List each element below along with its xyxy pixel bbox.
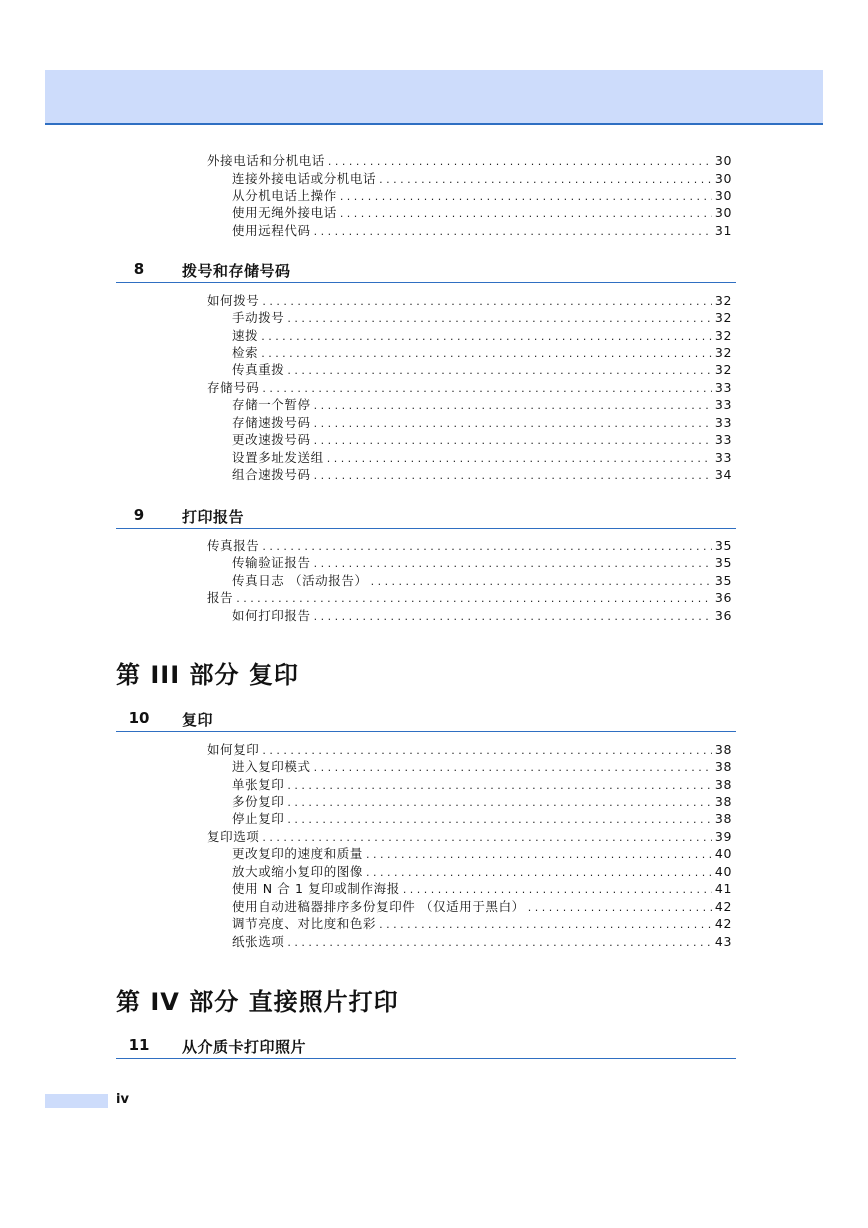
chapter-title: 复印 bbox=[182, 711, 214, 729]
toc-entry-page: 31 bbox=[714, 223, 732, 238]
toc-entry[interactable] bbox=[232, 327, 732, 344]
chapter-heading[interactable] bbox=[116, 504, 736, 529]
toc-entry-page: 40 bbox=[714, 864, 732, 879]
toc-entry[interactable] bbox=[207, 379, 732, 396]
toc-entry-page: 35 bbox=[714, 538, 732, 553]
chapter-heading[interactable] bbox=[116, 707, 736, 732]
chapter-title: 拨号和存储号码 bbox=[182, 262, 291, 280]
toc-entry-title: 如何打印报告 bbox=[232, 608, 311, 623]
toc-entry-title: 纸张选项 bbox=[232, 934, 285, 949]
part-heading[interactable]: 第 III 部分 复印 bbox=[116, 661, 299, 689]
toc-entry-title: 外接电话和分机电话 bbox=[207, 153, 325, 168]
dot-leader bbox=[287, 794, 711, 811]
dot-leader bbox=[287, 362, 711, 379]
toc-entry-page: 32 bbox=[714, 328, 732, 343]
toc-entry-title: 传真日志 （活动报告） bbox=[232, 573, 368, 588]
toc-entry-page: 38 bbox=[714, 742, 732, 757]
dot-leader bbox=[314, 397, 712, 414]
toc-entry[interactable] bbox=[232, 204, 732, 221]
toc-entry[interactable] bbox=[232, 414, 732, 431]
dot-leader bbox=[262, 380, 711, 397]
dot-leader bbox=[261, 345, 712, 362]
header-band bbox=[45, 70, 823, 125]
toc-entry-page: 36 bbox=[714, 608, 732, 623]
footer-bar bbox=[45, 1094, 108, 1108]
toc-entry-page: 39 bbox=[714, 829, 732, 844]
toc-entry-title: 使用无绳外接电话 bbox=[232, 205, 337, 220]
dot-leader bbox=[262, 742, 711, 759]
dot-leader bbox=[379, 171, 712, 188]
toc-entry-title: 传真重拨 bbox=[232, 362, 285, 377]
toc-entry[interactable] bbox=[232, 396, 732, 413]
toc-entry-page: 33 bbox=[714, 432, 732, 447]
dot-leader bbox=[314, 223, 712, 240]
chapter-title: 打印报告 bbox=[182, 508, 245, 526]
toc-entry-title: 如何复印 bbox=[207, 742, 260, 757]
toc-entry-title: 使用 N 合 1 复印或制作海报 bbox=[232, 881, 400, 896]
toc-entry[interactable] bbox=[232, 793, 732, 810]
toc-entry-title: 复印选项 bbox=[207, 829, 260, 844]
toc-entry-page: 30 bbox=[714, 188, 732, 203]
toc-entry-page: 34 bbox=[714, 467, 732, 482]
dot-leader bbox=[262, 829, 711, 846]
toc-entry-title: 单张复印 bbox=[232, 777, 285, 792]
toc-entry-page: 38 bbox=[714, 759, 732, 774]
dot-leader bbox=[287, 934, 711, 951]
toc-entry[interactable] bbox=[232, 915, 732, 932]
dot-leader bbox=[314, 608, 712, 625]
chapter-number: 10 bbox=[128, 709, 150, 727]
toc-entry[interactable] bbox=[232, 572, 732, 589]
toc-entry-title: 进入复印模式 bbox=[232, 759, 311, 774]
dot-leader bbox=[314, 415, 712, 432]
toc-entry[interactable] bbox=[232, 810, 732, 827]
dot-leader bbox=[236, 590, 712, 607]
toc-entry-page: 33 bbox=[714, 397, 732, 412]
dot-leader bbox=[262, 538, 711, 555]
dot-leader bbox=[314, 555, 712, 572]
dot-leader bbox=[261, 328, 712, 345]
dot-leader bbox=[287, 811, 711, 828]
toc-entry-page: 32 bbox=[714, 310, 732, 325]
toc-entry[interactable] bbox=[232, 170, 732, 187]
toc-entry-title: 存储速拨号码 bbox=[232, 415, 311, 430]
toc-entry-page: 42 bbox=[714, 916, 732, 931]
dot-leader bbox=[314, 759, 712, 776]
toc-entry-title: 调节亮度、对比度和色彩 bbox=[232, 916, 377, 931]
toc-entry-page: 30 bbox=[714, 153, 732, 168]
toc-entry-title: 报告 bbox=[207, 590, 234, 605]
toc-entry[interactable] bbox=[232, 880, 732, 897]
toc-entry-page: 32 bbox=[714, 293, 732, 308]
page-number: iv bbox=[116, 1092, 129, 1107]
toc-entry[interactable] bbox=[232, 222, 732, 239]
chapter-number: 8 bbox=[133, 260, 145, 278]
toc-entry-page: 42 bbox=[714, 899, 732, 914]
toc-entry[interactable] bbox=[207, 589, 732, 606]
toc-entry[interactable] bbox=[232, 344, 732, 361]
dot-leader bbox=[287, 310, 711, 327]
dot-leader bbox=[371, 573, 712, 590]
dot-leader bbox=[379, 916, 712, 933]
toc-entry-title: 存储号码 bbox=[207, 380, 260, 395]
chapter-heading[interactable] bbox=[116, 258, 736, 283]
toc-entry-page: 30 bbox=[714, 171, 732, 186]
toc-entry[interactable] bbox=[232, 431, 732, 448]
toc-entry[interactable] bbox=[232, 898, 732, 915]
dot-leader bbox=[340, 188, 712, 205]
toc-entry-title: 速拨 bbox=[232, 328, 259, 343]
toc-entry-page: 33 bbox=[714, 450, 732, 465]
toc-entry-title: 手动拨号 bbox=[232, 310, 285, 325]
toc-entry[interactable] bbox=[232, 187, 732, 204]
toc-entry-title: 从分机电话上操作 bbox=[232, 188, 337, 203]
toc-entry-title: 传真报告 bbox=[207, 538, 260, 553]
dot-leader bbox=[403, 881, 712, 898]
toc-entry-title: 使用远程代码 bbox=[232, 223, 311, 238]
toc-entry-title: 连接外接电话或分机电话 bbox=[232, 171, 377, 186]
toc-entry[interactable] bbox=[232, 309, 732, 326]
toc-entry[interactable] bbox=[232, 554, 732, 571]
toc-entry-title: 更改复印的速度和质量 bbox=[232, 846, 364, 861]
toc-entry-title: 存储一个暂停 bbox=[232, 397, 311, 412]
toc-entry-title: 如何拨号 bbox=[207, 293, 260, 308]
toc-entry[interactable] bbox=[232, 466, 732, 483]
toc-entry-page: 38 bbox=[714, 811, 732, 826]
dot-leader bbox=[328, 153, 712, 170]
toc-entry-page: 33 bbox=[714, 415, 732, 430]
toc-entry-page: 35 bbox=[714, 573, 732, 588]
dot-leader bbox=[327, 450, 712, 467]
toc-entry[interactable] bbox=[232, 776, 732, 793]
toc-entry[interactable] bbox=[207, 828, 732, 845]
toc-entry-title: 更改速拨号码 bbox=[232, 432, 311, 447]
toc-entry[interactable] bbox=[207, 292, 732, 309]
toc-entry-page: 32 bbox=[714, 362, 732, 377]
toc-entry[interactable] bbox=[207, 537, 732, 554]
toc-entry-page: 32 bbox=[714, 345, 732, 360]
toc-entry[interactable] bbox=[232, 758, 732, 775]
chapter-number: 9 bbox=[133, 506, 145, 524]
toc-entry[interactable] bbox=[207, 741, 732, 758]
dot-leader bbox=[287, 777, 711, 794]
part-heading[interactable]: 第 IV 部分 直接照片打印 bbox=[116, 988, 399, 1016]
dot-leader bbox=[366, 846, 712, 863]
toc-entry-title: 传输验证报告 bbox=[232, 555, 311, 570]
toc-entry[interactable] bbox=[207, 152, 732, 169]
toc-entry-title: 检索 bbox=[232, 345, 259, 360]
dot-leader bbox=[366, 864, 712, 881]
toc-entry-page: 30 bbox=[714, 205, 732, 220]
dot-leader bbox=[262, 293, 711, 310]
toc-entry-page: 43 bbox=[714, 934, 732, 949]
dot-leader bbox=[528, 899, 712, 916]
dot-leader bbox=[340, 205, 712, 222]
dot-leader bbox=[314, 432, 712, 449]
toc-entry-page: 38 bbox=[714, 777, 732, 792]
toc-entry-title: 设置多址发送组 bbox=[232, 450, 324, 465]
toc-entry-page: 33 bbox=[714, 380, 732, 395]
dot-leader bbox=[314, 467, 712, 484]
toc-entry-page: 35 bbox=[714, 555, 732, 570]
toc-entry-page: 40 bbox=[714, 846, 732, 861]
toc-entry[interactable] bbox=[232, 933, 732, 950]
toc-entry[interactable] bbox=[232, 449, 732, 466]
toc-entry[interactable] bbox=[232, 863, 732, 880]
toc-entry[interactable] bbox=[232, 845, 732, 862]
toc-entry-title: 放大或缩小复印的图像 bbox=[232, 864, 364, 879]
toc-entry-page: 36 bbox=[714, 590, 732, 605]
chapter-heading[interactable] bbox=[116, 1034, 736, 1059]
toc-entry-title: 组合速拨号码 bbox=[232, 467, 311, 482]
chapter-title: 从介质卡打印照片 bbox=[182, 1038, 307, 1056]
toc-entry-title: 多份复印 bbox=[232, 794, 285, 809]
toc-entry[interactable] bbox=[232, 361, 732, 378]
chapter-number: 11 bbox=[128, 1036, 150, 1054]
toc-entry-page: 38 bbox=[714, 794, 732, 809]
toc-entry-page: 41 bbox=[714, 881, 732, 896]
toc-entry-title: 使用自动进稿器排序多份复印件 （仅适用于黑白） bbox=[232, 899, 525, 914]
toc-entry[interactable] bbox=[232, 607, 732, 624]
toc-entry-title: 停止复印 bbox=[232, 811, 285, 826]
